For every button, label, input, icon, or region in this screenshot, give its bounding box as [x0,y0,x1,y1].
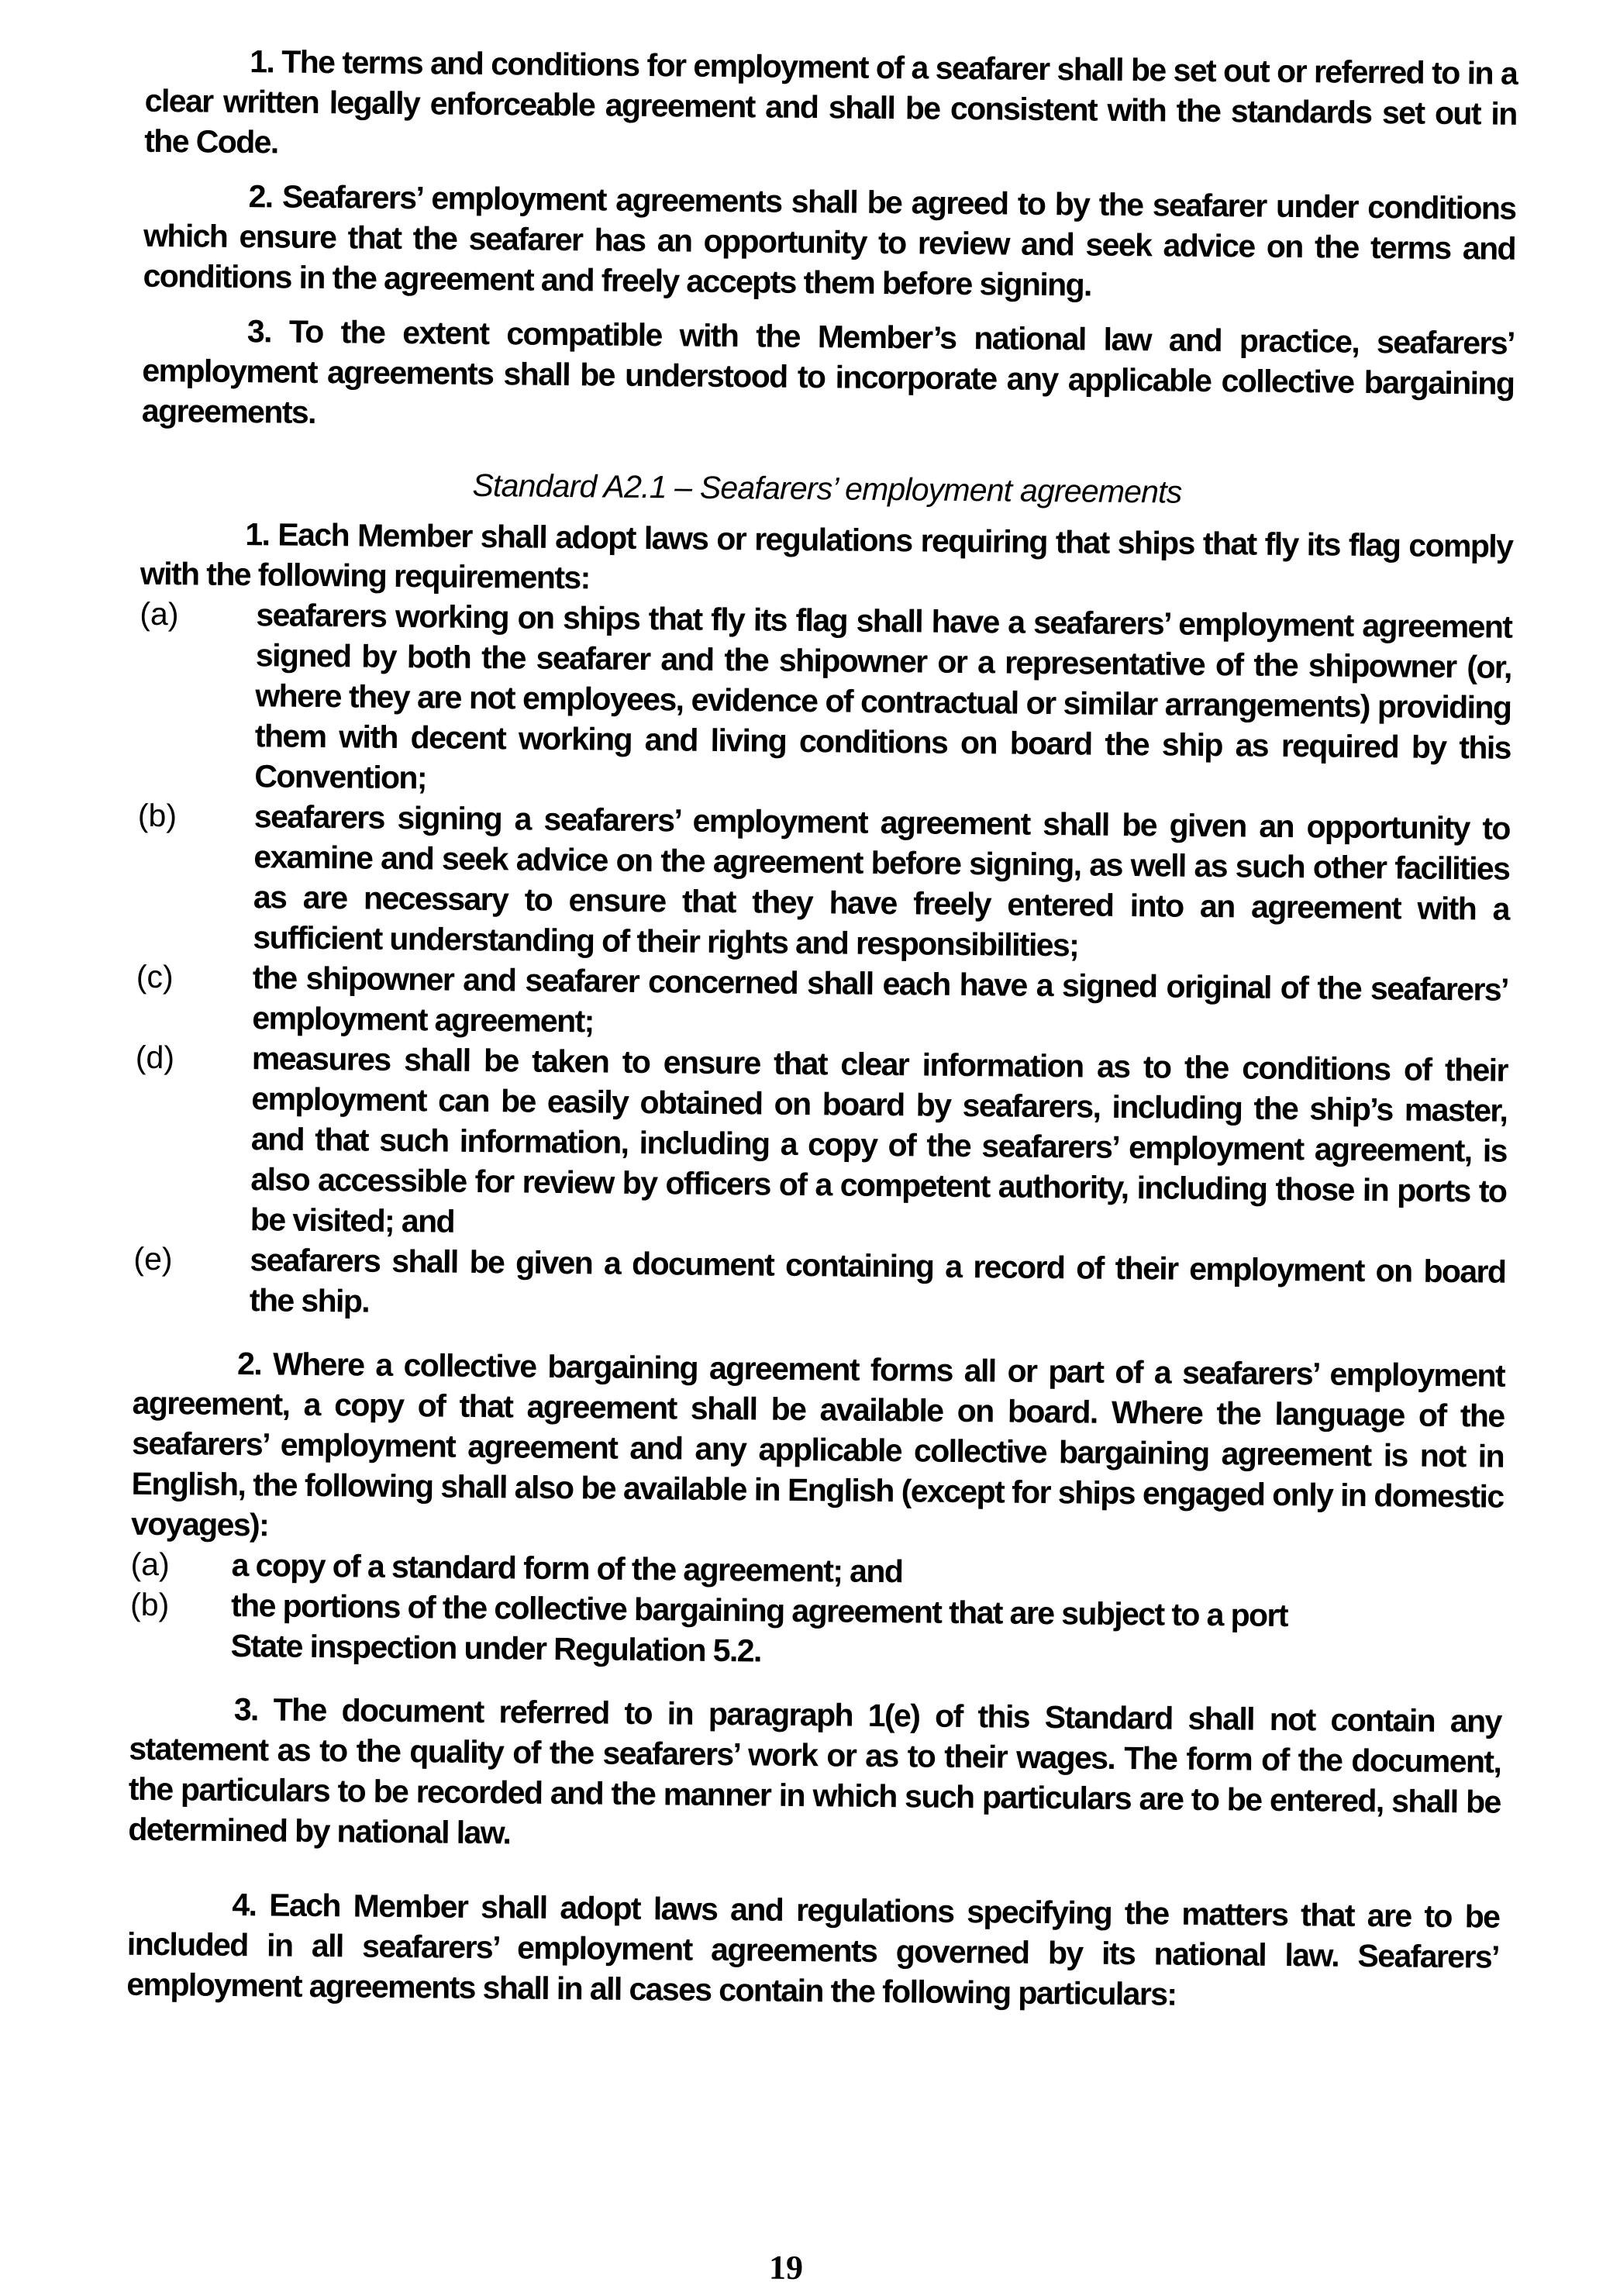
item-label: (e) [133,1240,173,1277]
item-text-block [230,1585,1502,1678]
item-label: (b) [129,1586,170,1623]
section-1-item-c [136,957,1508,1050]
item-label: (c) [136,958,174,995]
section-3-paragraph: 3. The document referred to in paragraph 1(e) of this Standard shall not contain any statement as to the quality of the seafarers’ work or as to their wages. The form of the document, the particulars to be recorded and the manner in which such particulars are to be entered, shall be determined by national law. [128,1691,1501,1851]
intro-paragraph-2: 2. Seafarers’ employment agreements shall be agreed to by the seafarer under conditions which ensure that the seafarer has an opportunity to review and seek advice on the terms and conditions in the agreement and freely accepts them before signing. [143,178,1516,303]
item-text: seafarers shall be given a document containing a record of their employment on board the ship. [249,1242,1506,1319]
section-2-lead: 2. Where a collective bargaining agreement forms all or part of a seafarers’ employment agreement, a copy of that agreement shall be available on board. Where the language of the seafarers’ employment agreement and any applicable collective bargaining agreement is not in English, the following shall also be available in English (except for ships engaged only in domestic voyages): [130,1346,1505,1543]
section-1-lead: 1. Each Member shall adopt laws or regulations requiring that ships that fly its flag comply with the following requirements: [140,516,1513,596]
item-label: (a) [140,595,179,633]
document-body [126,40,1517,2032]
page-number: 19 [768,2248,804,2287]
item-label: (a) [130,1546,170,1583]
section-1-item-e [133,1239,1506,1332]
item-text: seafarers working on ships that fly its flag shall have a seafarers’ employment agreement signed by both the seafarer and the shipowner or a representative of the shipowner (or, where they are not employees, evidence of contractual or similar arrangements) providing them with decent working and living conditions on board the ship as required by this Convention; [254,597,1512,796]
item-label: (d) [135,1039,175,1076]
item-text: the portions of the collective bargaining agreement that are subject to a port [230,1587,1288,1634]
section-1-list [133,594,1512,1332]
standard-heading: Standard A2.1 – Seafarers’ employment agreements [472,467,1182,510]
section-2-item-b [129,1584,1502,1678]
intro-paragraph-3: 3. To the extent compatible with the Member’s national law and practice, seafarers’ employment agreements shall be understood to incorporate any applicable collective bargaining agreements. [141,313,1515,430]
item-text: a copy of a standard form of the agreement; and [231,1546,903,1590]
section-4-paragraph: 4. Each Member shall adopt laws and regulations specifying the matters that are to be included in all seafarers’ employment agreements governed by its national law. Seafarers’ employment agreements shall in all cases contain the following particulars: [126,1886,1500,2012]
section-1-item-a [138,594,1511,808]
section-1-item-b [136,795,1510,970]
item-text-line-2: State inspection under Regulation 5.2. [230,1627,761,1669]
item-label: (b) [137,797,178,834]
item-text: measures shall be taken to ensure that clear information as to the conditions of their employment can be easily obtained on board by seafarers, including the ship’s master, and that such information, including a copy of the seafarers’ employment agreement, is also accessible for review by officers of a competent authority, including those in ports to be visited; and [250,1040,1508,1239]
item-text: the shipowner and seafarer concerned shall each have a signed original of the seafarers’ employment agreement; [252,960,1509,1039]
intro-paragraph-1: 1. The terms and conditions for employment of a seafarer shall be set out or referred to in a clear written legally enforceable agreement and shall be consistent with the standards set out in the Code. [144,43,1518,160]
item-text: seafarers signing a seafarers’ employment agreement shall be given an opportunity to examine and seek advice on the agreement before signing, as well as such other facilities as are necessary to ensure that they have freely entered into an agreement with a sufficient understanding of their rights and responsibilities; [253,798,1511,964]
section-2-list [129,1544,1502,1678]
section-1-item-d [134,1037,1508,1252]
